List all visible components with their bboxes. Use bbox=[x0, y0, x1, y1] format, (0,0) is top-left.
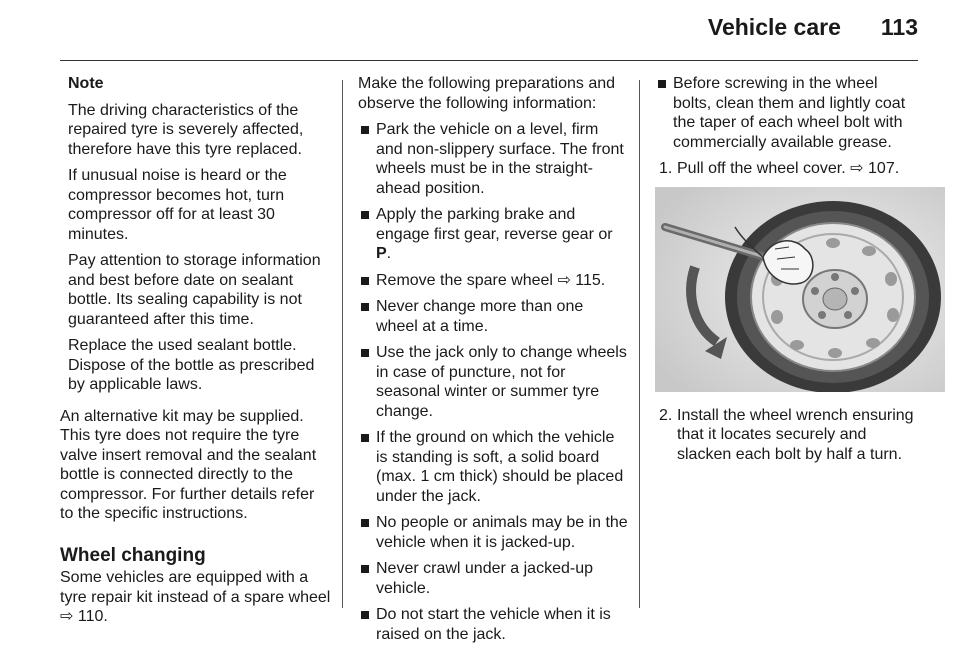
intro-paragraph: Make the following preparations and observe the following information: bbox=[358, 75, 616, 112]
step-number: 1. bbox=[659, 160, 673, 177]
right-column bbox=[655, 74, 920, 471]
note-paragraph: Replace the used sealant bottle. Dispose of the bottle as prescribed by applicable laws. bbox=[68, 337, 315, 393]
list-item bbox=[358, 205, 628, 264]
list-item: Never crawl under a jacked-up vehicle. bbox=[358, 559, 628, 598]
step-text: Install the wheel wrench ensuring that it locates securely and slacken each bolt by half a turn. bbox=[677, 406, 914, 463]
step-1 bbox=[655, 159, 920, 179]
list-item-text: Apply the parking brake and engage first gear, reverse gear or bbox=[376, 206, 613, 243]
list-item-text: Remove the spare wheel bbox=[376, 271, 553, 289]
header-rule bbox=[60, 60, 918, 61]
page-ref-icon[interactable]: ⇨ bbox=[60, 608, 74, 625]
list-item: Before screwing in the wheel bolts, clean them and lightly coat the taper of each wheel bolt with commercially available grease. bbox=[655, 74, 920, 152]
page-ref-icon[interactable]: ⇨ bbox=[557, 271, 571, 289]
list-item: If the ground on which the vehicle is standing is soft, a solid board (max. 1 cm thick) should be placed under the jack. bbox=[358, 428, 628, 506]
page-ref-link[interactable]: 110. bbox=[77, 608, 108, 625]
step-text: Pull off the wheel cover. bbox=[677, 160, 846, 177]
page-number: 113 bbox=[880, 14, 918, 40]
section-title: Vehicle care bbox=[707, 14, 841, 40]
note-paragraph: Pay attention to storage information and best before date on sealant bottle. Its sealing capability is not guaranteed after this time. bbox=[68, 252, 321, 328]
left-column bbox=[60, 74, 332, 634]
middle-column bbox=[358, 74, 628, 651]
step-2 bbox=[655, 406, 920, 465]
note-paragraph: If unusual noise is heard or the compressor becomes hot, turn compressor off for at least 30 minutes. bbox=[68, 167, 287, 243]
note-paragraph: The driving characteristics of the repaired tyre is severely affected, therefore have this tyre replaced. bbox=[68, 101, 304, 158]
list-item: Never change more than one wheel at a time. bbox=[358, 297, 628, 336]
page-header bbox=[708, 14, 918, 41]
page-ref-link[interactable]: 115. bbox=[575, 271, 606, 289]
page-ref-link[interactable]: 107. bbox=[868, 160, 900, 177]
list-item: Do not start the vehicle when it is raised on the jack. bbox=[358, 605, 628, 644]
step-number: 2. bbox=[659, 406, 673, 424]
list-item: No people or animals may be in the vehicle when it is jacked-up. bbox=[358, 513, 628, 552]
alternative-kit-paragraph: An alternative kit may be supplied. This tyre does not require the tyre valve insert removal and the sealant bottle is connected directly to the compressor. For further details refer to the specific instructions. bbox=[60, 407, 317, 522]
page-ref-icon[interactable]: ⇨ bbox=[850, 160, 864, 177]
list-item bbox=[358, 271, 628, 291]
section-heading: Wheel changing bbox=[60, 544, 206, 566]
column-divider-2 bbox=[639, 80, 640, 608]
column-divider-1 bbox=[342, 80, 343, 608]
list-item: Use the jack only to change wheels in case of puncture, not for seasonal winter or summer tyre change. bbox=[358, 343, 628, 421]
wheel-text: Some vehicles are equipped with a tyre repair kit instead of a spare wheel bbox=[60, 569, 331, 606]
note-box bbox=[60, 74, 332, 395]
list-item-end: . bbox=[386, 245, 392, 262]
list-item: Park the vehicle on a level, firm and non-slippery surface. The front wheels must be in the straight-ahead position. bbox=[358, 120, 628, 198]
wheel-paragraph bbox=[60, 568, 332, 627]
wheel-wrench-illustration bbox=[655, 187, 945, 392]
park-gear-label: P bbox=[376, 245, 387, 262]
note-title: Note bbox=[68, 75, 104, 92]
